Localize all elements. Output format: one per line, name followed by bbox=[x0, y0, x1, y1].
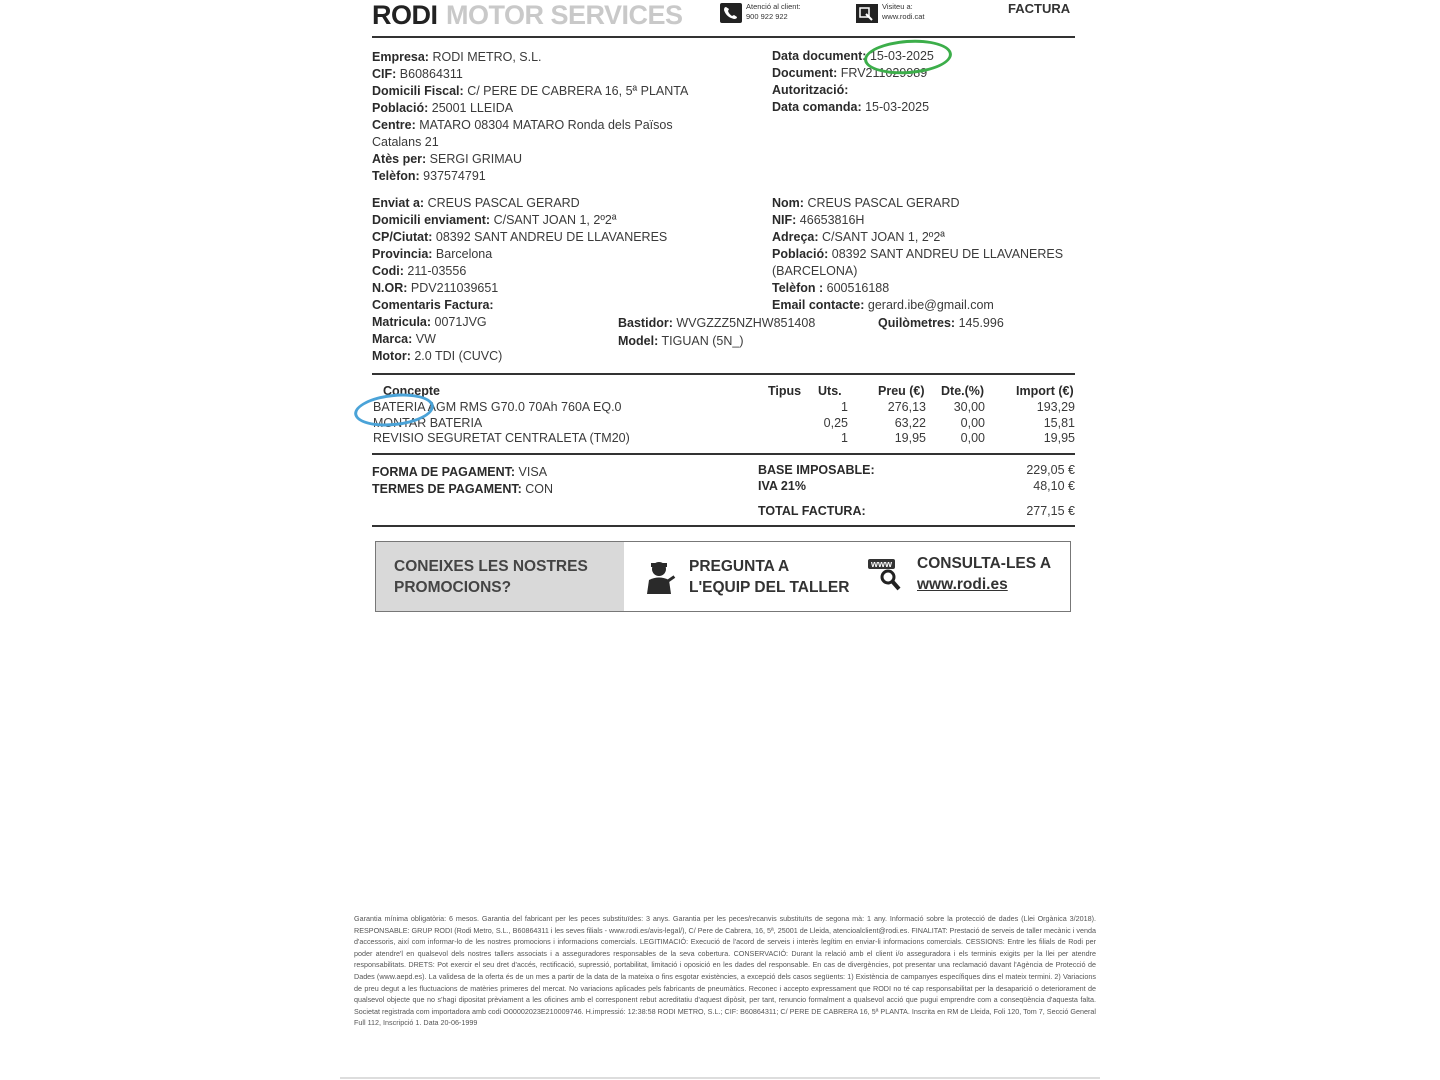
provincia-value: Barcelona bbox=[435, 247, 493, 261]
adreca-label: Adreça: bbox=[772, 230, 819, 244]
matricula-value: 0071JVG bbox=[434, 315, 487, 329]
promo-left-line1: CONEIXES LES NOSTRES bbox=[394, 558, 588, 575]
base-imposable-value: 229,05 € bbox=[1026, 463, 1075, 477]
nor-label: N.OR: bbox=[372, 281, 408, 295]
col-dte: Dte.(%) bbox=[941, 384, 985, 398]
quilometres-label: Quilòmetres: bbox=[878, 316, 956, 330]
phone-label: Atenció al client: bbox=[746, 2, 801, 11]
poblacio-label: Població: bbox=[372, 101, 429, 115]
col-import: Import (€) bbox=[1016, 384, 1074, 398]
customer-telefon-value: 600516188 bbox=[826, 281, 890, 295]
nor-value: PDV211039651 bbox=[410, 281, 499, 295]
centre-label: Centre: bbox=[372, 118, 416, 132]
phone-number: 900 922 922 bbox=[746, 12, 788, 21]
forma-pagament-value: VISA bbox=[518, 465, 548, 479]
header-rule bbox=[372, 36, 1075, 38]
brand-logo bbox=[372, 0, 683, 30]
model-value: TIGUAN (5N_) bbox=[661, 334, 744, 348]
customer-poblacio-line2: (BARCELONA) bbox=[772, 264, 858, 278]
telefon-value: 937574791 bbox=[423, 169, 486, 183]
quilometres-line bbox=[878, 315, 1004, 332]
marca-label: Marca: bbox=[372, 332, 413, 346]
document-number-value: FRV211029989 bbox=[840, 66, 928, 80]
cp-ciutat-value: 08392 SANT ANDREU DE LLAVANERES bbox=[435, 230, 668, 244]
ates-label: Atès per: bbox=[372, 152, 427, 166]
bastidor-label: Bastidor: bbox=[618, 316, 673, 330]
customer-poblacio-value: 08392 SANT ANDREU DE LLAVANERES bbox=[831, 247, 1064, 261]
col-tipus: Tipus bbox=[768, 384, 802, 398]
centre-value-line2: Catalans 21 bbox=[372, 135, 439, 149]
domicili-enviament-label: Domicili enviament: bbox=[372, 213, 491, 227]
total-factura-value: 277,15 € bbox=[1026, 504, 1075, 518]
matricula-label: Matricula: bbox=[372, 315, 432, 329]
promo-mid-line2: L'EQUIP DEL TALLER bbox=[689, 579, 850, 596]
model-line bbox=[618, 333, 743, 350]
brand-name: RODI bbox=[372, 0, 438, 30]
email-value: gerard.ibe@gmail.com bbox=[867, 298, 994, 312]
web-icon bbox=[856, 4, 878, 23]
telefon-label: Telèfon: bbox=[372, 169, 420, 183]
email-label: Email contacte: bbox=[772, 298, 865, 312]
green-highlight-circle bbox=[863, 37, 953, 77]
row-import: 193,29 bbox=[1036, 400, 1075, 414]
document-type: FACTURA bbox=[1008, 1, 1071, 16]
nom-value: CREUS PASCAL GERARD bbox=[807, 196, 960, 210]
www-badge: www bbox=[868, 559, 895, 569]
nif-value: 46653816H bbox=[799, 213, 865, 227]
empresa-label: Empresa: bbox=[372, 50, 429, 64]
www-search-icon bbox=[868, 559, 906, 593]
empresa-value: RODI METRO, S.L. bbox=[432, 50, 542, 64]
promo-left-line2: PROMOCIONS? bbox=[394, 579, 512, 596]
cif-label: CIF: bbox=[372, 67, 397, 81]
payment-block bbox=[372, 464, 553, 498]
termes-pagament-value: CON bbox=[525, 482, 554, 496]
legal-footer-text: Garantia mínima obligatòria: 6 mesos. Garantia del fabricant per les peces substituïdes: 3 anys. Garantia per les peces/recanvis substituïts de segona mà: 1 any. Informació sobre la protecció de dades (Llei Orgànica 3/2018). RESPONSABLE: GRUP RODI (Rodi Metro, S.L., B60864311 i les seves filials - www.rodi.es/avis-legal/), C/ Pere de Cabrera, 16, 5ª, 25001 de Lleida, atencioalclient@rodi.es. FINALITAT: Prestació de serveis de taller mecànic i venda d'accessoris, així com informar-lo de les nostres promocions i informacions comercials. LEGITIMACIÓ: Execució de l'acord de serveis i interès legítim en enviar-li informacions comercials. CESSIONS: Entre les filials de Rodi per poder atendre'l en qualsevol dels nostres tallers associats i a asseguradores responsables de la seva cobertura. CONSERVACIÓ: Durant la relació amb el client i/o asseguradora i els terminis exigits per la llei per atendre responsabilitats. DRETS: Pot exercir el seu dret d'accés, rectificació, supressió, portabilitat, limitació i oposició en les dades del responsable. En cas de divergències, pot presentar una reclamació davant l'Agència de Protecció de Dades (www.aepd.es). La validesa de la oferta és de un mes a partir de la data de la mateixa o fins esgotar existències, a excepció dels casos següents: 1) Existència de campanyes específiques dins el mateix termini. 2) Variacions de preu degut a les fluctuacions de matèries primeres del mercat. No variacions aplicades pels fabricants de pneumàtics. Reconec i accepto expressament que RODI no té cap responsabilitat per la desaparició o deteriorament de qualsevol objecte que no s'hagi dipositat prèviament a les oficines amb el corresponent rebut acreditatiu d'aquest dipòsit, per tant, renuncio formalment a qualsevol acció que pugui emprendre com a conseqüència d'aquesta falta. Societat registrada com importadora amb codi O00002023E210009746. H.impressió: 12:38:58 RODI METRO, S.L.; CIF: B60864311; C/ PERE DE CABRERA 16, 5ª PLANTA. Inscrita en RM de Lleida, Foli 120, Tom 7, Secció General Full 112, Inscripció 1. Data 20-06-1999 bbox=[354, 914, 1096, 1028]
col-preu: Preu (€) bbox=[878, 384, 925, 398]
row-preu: 19,95 bbox=[894, 431, 926, 445]
row-concepte: REVISIO SEGURETAT CENTRALETA (TM20) bbox=[373, 431, 630, 445]
page-bottom-edge bbox=[340, 1077, 1100, 1079]
row-uts: 0,25 bbox=[823, 416, 848, 430]
enviat-value: CREUS PASCAL GERARD bbox=[427, 196, 580, 210]
items-top-rule bbox=[372, 373, 1075, 375]
data-comanda-value: 15-03-2025 bbox=[865, 100, 930, 114]
termes-pagament-label: TERMES DE PAGAMENT: bbox=[372, 482, 522, 496]
comentaris-label: Comentaris Factura: bbox=[372, 298, 494, 312]
iva-label: IVA 21% bbox=[758, 479, 806, 493]
promo-banner bbox=[375, 541, 1071, 612]
row-preu: 276,13 bbox=[887, 400, 926, 414]
row-dte: 30,00 bbox=[953, 400, 985, 414]
mechanic-icon bbox=[644, 560, 678, 596]
centre-value: MATARO 08304 MATARO Ronda dels Països bbox=[419, 118, 673, 132]
col-uts: Uts. bbox=[818, 384, 842, 398]
poblacio-value: 25001 LLEIDA bbox=[431, 101, 514, 115]
promo-rodi-link[interactable]: www.rodi.es bbox=[917, 576, 1008, 593]
company-block bbox=[372, 49, 688, 185]
row-preu: 63,22 bbox=[894, 416, 926, 430]
motor-value: 2.0 TDI (CUVC) bbox=[414, 349, 503, 363]
bastidor-value: WVGZZZ5NZHW851408 bbox=[676, 316, 816, 330]
iva-value: 48,10 € bbox=[1033, 479, 1075, 493]
customer-block bbox=[772, 195, 1063, 314]
row-concepte: BATERIA AGM RMS G70.0 70Ah 760A EQ.0 bbox=[373, 400, 622, 414]
customer-poblacio-label: Població: bbox=[772, 247, 829, 261]
domicili-fiscal-value: C/ PERE DE CABRERA 16, 5ª PLANTA bbox=[467, 84, 689, 98]
row-dte: 0,00 bbox=[960, 416, 985, 430]
domicili-enviament-value: C/SANT JOAN 1, 2º2ª bbox=[493, 213, 617, 227]
promo-mid-line1: PREGUNTA A bbox=[689, 558, 790, 575]
row-import: 19,95 bbox=[1043, 431, 1075, 445]
total-factura-label: TOTAL FACTURA: bbox=[758, 504, 866, 518]
data-comanda-label: Data comanda: bbox=[772, 100, 862, 114]
row-uts: 1 bbox=[841, 431, 848, 445]
model-label: Model: bbox=[618, 334, 659, 348]
bastidor-line bbox=[618, 315, 815, 332]
phone-info bbox=[746, 2, 801, 22]
web-label: Visiteu a: bbox=[882, 2, 913, 11]
items-bottom-rule bbox=[372, 453, 1075, 455]
cp-ciutat-label: CP/Ciutat: bbox=[372, 230, 433, 244]
enviat-label: Enviat a: bbox=[372, 196, 425, 210]
ates-value: SERGI GRIMAU bbox=[429, 152, 523, 166]
marca-value: VW bbox=[415, 332, 436, 346]
promo-left-panel bbox=[376, 542, 624, 611]
provincia-label: Provincia: bbox=[372, 247, 433, 261]
phone-icon bbox=[720, 3, 742, 23]
promo-right-line1: CONSULTA-LES A bbox=[917, 555, 1052, 572]
nif-label: NIF: bbox=[772, 213, 797, 227]
totals-bottom-rule bbox=[372, 525, 1075, 527]
adreca-value: C/SANT JOAN 1, 2º2ª bbox=[822, 230, 945, 244]
codi-value: 211-03556 bbox=[407, 264, 467, 278]
data-document-label: Data document: bbox=[772, 49, 867, 63]
base-imposable-label: BASE IMPOSABLE: bbox=[758, 463, 875, 477]
row-dte: 0,00 bbox=[960, 431, 985, 445]
brand-tagline: MOTOR SERVICES bbox=[445, 0, 683, 30]
col-concepte: Concepte bbox=[383, 384, 440, 398]
document-number-label: Document: bbox=[772, 66, 838, 80]
web-info bbox=[882, 2, 925, 22]
row-concepte: MONTAR BATERIA bbox=[373, 416, 483, 430]
nom-label: Nom: bbox=[772, 196, 804, 210]
codi-label: Codi: bbox=[372, 264, 404, 278]
motor-label: Motor: bbox=[372, 349, 411, 363]
quilometres-value: 145.996 bbox=[958, 316, 1004, 330]
web-url: www.rodi.cat bbox=[882, 12, 925, 21]
customer-telefon-label: Telèfon : bbox=[772, 281, 824, 295]
domicili-fiscal-label: Domicili Fiscal: bbox=[372, 84, 464, 98]
cif-value: B60864311 bbox=[399, 67, 463, 81]
row-uts: 1 bbox=[841, 400, 848, 414]
row-import: 15,81 bbox=[1043, 416, 1075, 430]
data-document-value: 15-03-2025 bbox=[869, 49, 934, 63]
autoritzacio-label: Autorització: bbox=[772, 83, 849, 97]
forma-pagament-label: FORMA DE PAGAMENT: bbox=[372, 465, 516, 479]
